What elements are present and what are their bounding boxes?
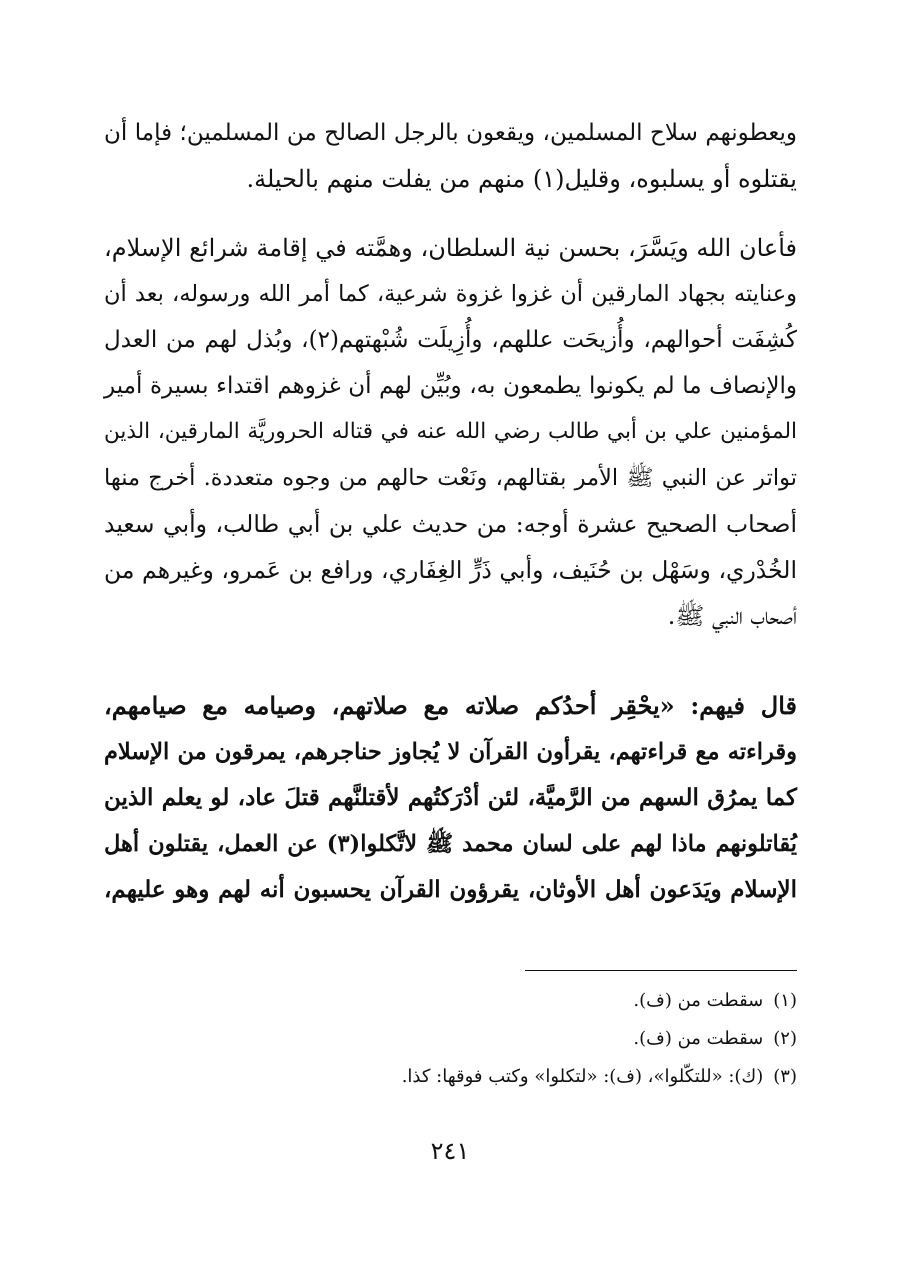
footnote-number: (١): [773, 990, 797, 1011]
footnote-number: (٣): [773, 1066, 797, 1087]
text-line: فأعان الله ويَسَّرَ، بحسن نية السلطان، وهمَّته في إقامة شرائع الإسلام،: [104, 234, 797, 262]
text-line: وقراءته مع قراءتهم، يقرأون القرآن لا يُجاوز حناجرهم، يمرقون من الإسلام: [104, 739, 797, 765]
text-line: كما يمرُق السهم من الرَّميَّة، لئن أدْرَكتُهم لأقتلنَّهم قتلَ عاد، لو يعلم الذين: [104, 784, 797, 811]
footnote-1: [200, 982, 797, 1020]
text-line: الإسلام ويَدَعون أهل الأوثان، يقرؤون القرآن يحسبون أنه لهم وهو عليهم،: [104, 876, 797, 903]
text-line: وعنايته بجهاد المارقين أن غزوا غزوة شرعية، كما أمر الله ورسوله، بعد أن: [104, 281, 797, 307]
paragraph-2: [104, 225, 797, 639]
text-line: أصحاب النبي ﷺ.: [667, 602, 797, 630]
paragraph-1: [104, 110, 797, 202]
text-line: يقتلوه أو يسلبوه، وقليل(١) منهم من يفلت منهم بالحيلة.: [246, 165, 797, 193]
text-line: المؤمنين علي بن أبي طالب رضي الله عنه في قتاله الحروريَّة المارقين، الذين: [104, 419, 797, 444]
footnote-2: [200, 1020, 797, 1058]
footnote-number: (٢): [773, 1028, 797, 1049]
text-line: قال فيهم: «يحْقِر أحدُكم صلاته مع صلاتهم، وصيامه مع صيامهم،: [104, 691, 797, 720]
text-line: ويعطونهم سلاح المسلمين، ويقعون بالرجل الصالح من المسلمين؛ فإما أن: [104, 120, 797, 146]
footnote-text: سقطت من (ف).: [633, 1028, 764, 1049]
text-line: والإنصاف ما لم يكونوا يطمعون به، وبُيِّن لهم أن غزوهم اقتداء بسيرة أمير: [104, 373, 797, 399]
footnote-3: [200, 1058, 797, 1096]
footnote-divider: [525, 970, 797, 971]
text-line: يُقاتلونهم ماذا لهم على لسان محمد ﷺ لاتَّكلوا(٣) عن العمل، يقتلون أهل: [104, 831, 797, 857]
text-line: كُشِفَت أحوالهم، وأُزيحَت عللهم، وأُزِيلَت شُبْهتهم(٢)، وبُذل لهم من العدل: [104, 327, 797, 353]
text-line: الخُدْري، وسَهْل بن حُنَيف، وأبي ذَرٍّ الغِفَاري، ورافع بن عَمرو، وغيرهم من: [104, 556, 797, 584]
footnote-text: سقطت من (ف).: [633, 990, 764, 1011]
text-line: أصحاب الصحيح عشرة أوجه: من حديث علي بن أبي طالب، وأبي سعيد: [104, 510, 797, 538]
page-number: ٢٤١: [430, 1137, 470, 1165]
paragraph-3-hadith-quote: [104, 683, 797, 913]
text-line: تواتر عن النبي ﷺ الأمر بقتالهم، ونَعْت حالهم من وجوه متعددة. أخرج منها: [104, 465, 797, 491]
footnotes: [200, 982, 797, 1096]
footnote-text: (ك): «للتكّلوا»، (ف): «لتكلوا» وكتب فوقها: كذا.: [401, 1066, 764, 1087]
